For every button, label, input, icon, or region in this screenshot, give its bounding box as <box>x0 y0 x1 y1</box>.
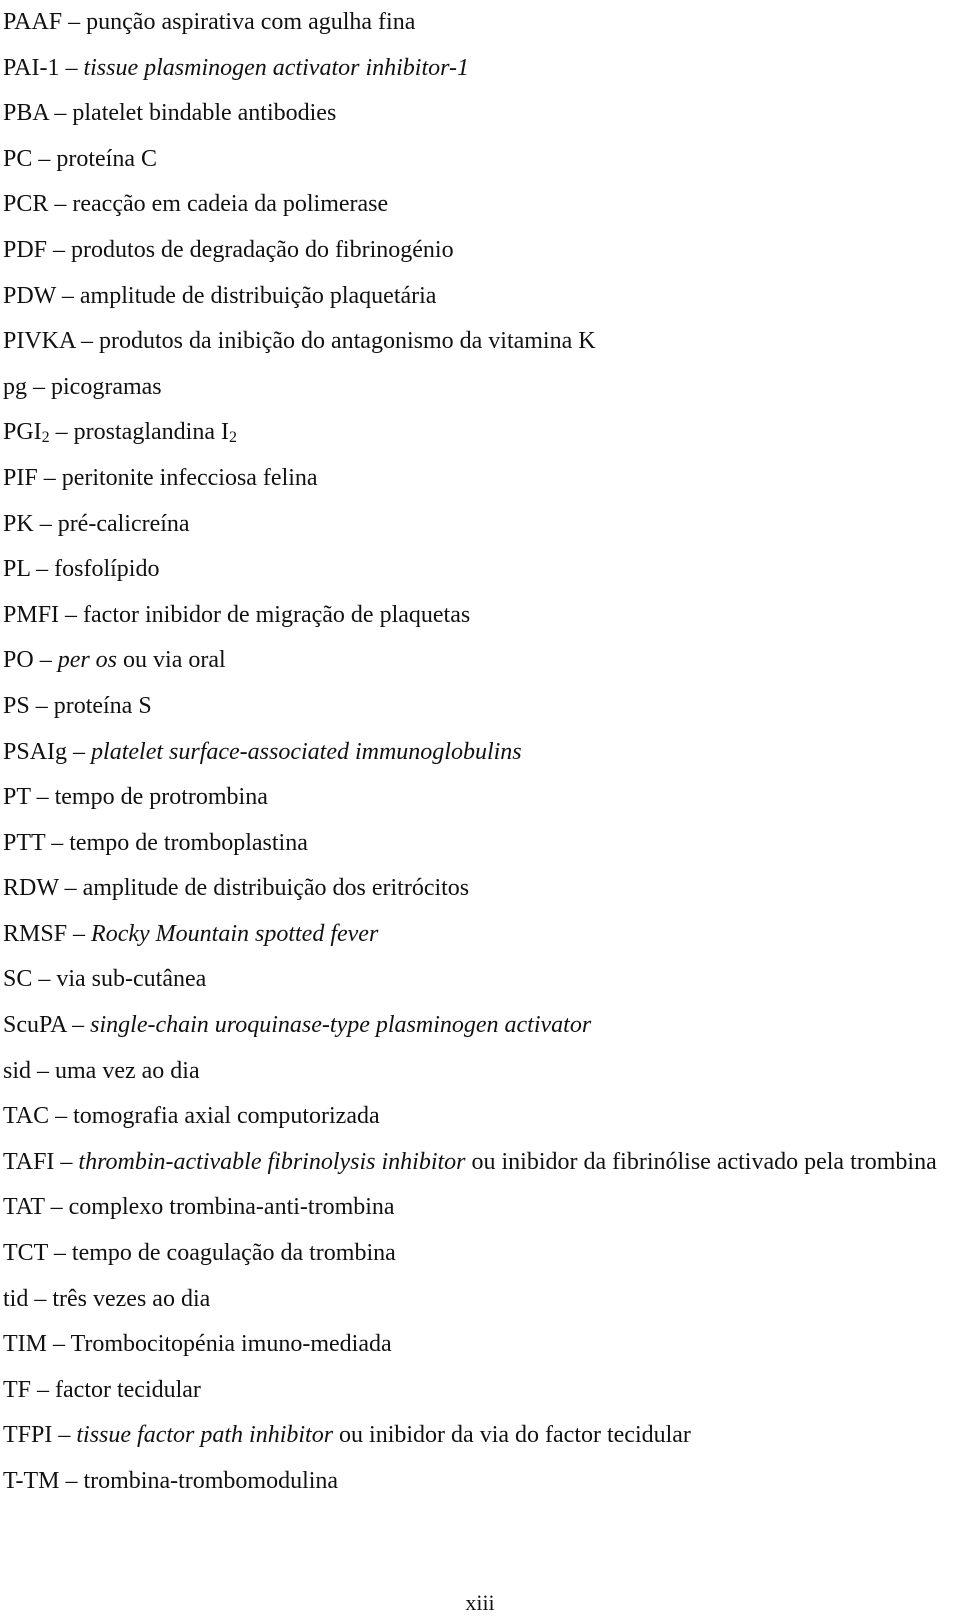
abbreviation-term: PDW <box>3 282 56 309</box>
definition-text: platelet bindable antibodies <box>72 100 337 127</box>
abbreviation-definition <box>54 693 152 719</box>
abbreviation-definition <box>72 1240 396 1266</box>
abbreviation-definition <box>78 1149 936 1175</box>
abbreviation-term: PBA <box>3 100 49 127</box>
abbreviation-term: pg <box>3 373 27 400</box>
abbreviation-entry <box>3 0 955 46</box>
abbreviation-definition <box>72 100 336 126</box>
abbreviation-term: TAT <box>3 1194 45 1221</box>
entry-separator: – <box>29 692 54 719</box>
abbreviation-term: PMFI <box>3 601 60 628</box>
abbreviation-entry <box>3 456 955 502</box>
entry-separator: – <box>32 145 57 172</box>
abbreviation-definition <box>56 966 206 992</box>
definition-subscript: 2 <box>228 429 237 447</box>
entry-separator: – <box>59 601 84 628</box>
abbreviation-entry <box>3 46 955 92</box>
abbreviation-term: PK <box>3 510 34 537</box>
abbreviation-entry <box>3 1049 955 1095</box>
abbreviation-entry <box>3 182 955 228</box>
definition-text: picogramas <box>51 373 162 400</box>
definition-text: proteína C <box>56 145 157 172</box>
abbreviation-entry <box>3 866 955 912</box>
entry-separator: – <box>48 191 73 218</box>
definition-text: produtos da inibição do antagonismo da vitamina K <box>99 328 596 355</box>
abbreviation-entry <box>3 730 955 776</box>
abbreviation-term: PSAIg <box>3 738 68 765</box>
abbreviation-definition <box>71 1331 392 1357</box>
definition-italic-text: Rocky Mountain spotted fever <box>91 920 379 947</box>
abbreviation-definition <box>58 647 226 673</box>
abbreviation-term: TF <box>3 1376 32 1403</box>
entry-separator: – <box>52 1422 77 1449</box>
abbreviation-term: PAAF <box>3 9 63 35</box>
abbreviation-definition <box>86 9 415 35</box>
abbreviation-definition <box>83 55 469 81</box>
abbreviation-definition <box>73 1103 380 1129</box>
definition-text: ou via oral <box>117 647 226 674</box>
definition-text: punção aspirativa com agulha fina <box>86 9 416 35</box>
entry-separator: – <box>31 1376 56 1403</box>
definition-text: factor tecidular <box>55 1376 201 1403</box>
abbreviation-entry <box>3 1185 955 1231</box>
abbreviation-definition <box>52 1286 210 1312</box>
definition-text: trombina-trombomodulina <box>83 1468 339 1494</box>
entry-separator: – <box>28 1285 53 1312</box>
abbreviation-definition <box>83 1468 338 1494</box>
abbreviation-term: PC <box>3 145 33 172</box>
abbreviation-entry <box>3 1003 955 1049</box>
abbreviation-entry <box>3 957 955 1003</box>
definition-text: ou inibidor da fibrinólise activado pela trombina <box>465 1148 937 1175</box>
abbreviation-term: TIM <box>3 1331 47 1358</box>
definition-text: factor inibidor de migração de plaquetas <box>83 601 471 628</box>
entry-separator: – <box>75 328 100 355</box>
abbreviation-entry <box>3 912 955 958</box>
abbreviation-definition <box>90 1012 591 1038</box>
abbreviation-definition <box>55 1377 201 1403</box>
definition-text: amplitude de distribuição dos eritrócitos <box>82 875 470 902</box>
entry-separator: – <box>30 784 55 811</box>
abbreviation-definition <box>69 1194 395 1220</box>
abbreviation-entry <box>3 137 955 183</box>
definition-text: Trombocitopénia imuno-mediada <box>70 1331 392 1358</box>
abbreviation-term: PDF <box>3 236 48 263</box>
abbreviation-term: PT <box>3 784 31 811</box>
abbreviation-definition <box>51 374 162 400</box>
abbreviation-term: PGI <box>3 419 42 446</box>
abbreviation-definition <box>56 146 157 172</box>
abbreviation-entry <box>3 684 955 730</box>
definition-italic-text: single-chain uroquinase-type plasminogen activator <box>90 1012 592 1039</box>
definition-italic-text: thrombin-activable fibrinolysis inhibitor <box>78 1148 466 1175</box>
abbreviation-term: TCT <box>3 1240 48 1267</box>
entry-separator: – <box>67 738 92 765</box>
abbreviation-entry <box>3 410 955 456</box>
entry-separator: – <box>30 556 55 583</box>
abbreviation-entry <box>3 274 955 320</box>
entry-separator: – <box>32 966 57 993</box>
abbreviation-term: tid <box>3 1285 29 1312</box>
definition-text: três vezes ao dia <box>52 1285 211 1312</box>
definition-text: peritonite infecciosa felina <box>61 464 318 491</box>
abbreviation-entry <box>3 502 955 548</box>
definition-italic-text: tissue plasminogen activator inhibitor-1 <box>83 54 469 81</box>
entry-separator: – <box>45 829 70 856</box>
entry-separator: – <box>48 100 73 127</box>
abbreviation-definition <box>91 921 378 947</box>
definition-text: prostaglandina I <box>73 419 229 446</box>
definition-italic-text: per os <box>57 647 118 674</box>
entry-separator: – <box>59 54 84 81</box>
entry-separator: – <box>37 464 62 491</box>
entry-separator: – <box>47 236 72 263</box>
entry-separator: – <box>49 1103 74 1130</box>
definition-italic-text: platelet surface-associated immunoglobulins <box>91 738 522 765</box>
entry-separator: – <box>59 1468 84 1494</box>
definition-text: complexo trombina-anti-trombina <box>68 1194 395 1221</box>
abbreviation-term: RMSF <box>3 920 68 947</box>
abbreviation-entry <box>3 593 955 639</box>
abbreviation-entry <box>3 1094 955 1140</box>
definition-italic-text: tissue factor path inhibitor <box>76 1422 334 1449</box>
definition-text: via sub-cutânea <box>56 966 207 993</box>
abbreviation-definition <box>54 556 159 582</box>
abbreviation-term: T-TM <box>3 1468 60 1494</box>
definition-text: amplitude de distribuição plaquetária <box>79 282 437 309</box>
entry-separator: – <box>54 1148 79 1175</box>
abbreviation-list <box>3 0 955 1505</box>
definition-text: tomografia axial computorizada <box>73 1103 380 1130</box>
abbreviation-entry <box>3 365 955 411</box>
abbreviation-entry <box>3 91 955 137</box>
abbreviation-term: PO <box>3 647 34 674</box>
abbreviation-entry <box>3 775 955 821</box>
abbreviation-definition <box>72 191 388 217</box>
entry-separator: – <box>49 419 74 446</box>
abbreviation-term: TAC <box>3 1103 50 1130</box>
entry-separator: – <box>33 510 58 537</box>
abbreviation-term: RDW <box>3 875 59 902</box>
abbreviation-entry <box>3 1231 955 1277</box>
abbreviation-term: PIF <box>3 464 38 491</box>
abbreviation-definition <box>80 283 437 309</box>
abbreviation-entry <box>3 1140 955 1186</box>
abbreviation-term: PS <box>3 692 30 719</box>
entry-separator: – <box>44 1194 69 1221</box>
abbreviation-entry <box>3 1277 955 1323</box>
entry-separator: – <box>27 373 51 400</box>
abbreviation-entry <box>3 547 955 593</box>
entry-separator: – <box>62 9 87 35</box>
abbreviation-term: PIVKA <box>3 328 76 355</box>
abbreviation-entry <box>3 319 955 365</box>
abbreviation-term: ScuPA <box>3 1012 67 1039</box>
entry-separator: – <box>55 282 80 309</box>
definition-text: proteína S <box>53 692 152 719</box>
abbreviation-definition <box>69 830 308 856</box>
abbreviation-entry <box>3 1413 955 1459</box>
abbreviation-definition <box>76 1422 691 1448</box>
entry-separator: – <box>33 647 58 674</box>
entry-separator: – <box>66 1012 91 1039</box>
entry-separator: – <box>47 1240 72 1267</box>
definition-text: tempo de protrombina <box>54 784 268 811</box>
definition-text: pré-calicreína <box>57 510 190 537</box>
entry-separator: – <box>58 875 83 902</box>
abbreviation-definition <box>83 875 470 901</box>
abbreviation-entry <box>3 1322 955 1368</box>
definition-text: tempo de coagulação da trombina <box>71 1240 396 1267</box>
abbreviation-definition <box>55 784 268 810</box>
abbreviation-definition <box>99 328 596 354</box>
abbreviation-term: SC <box>3 966 33 993</box>
abbreviation-term: PTT <box>3 829 46 856</box>
abbreviation-definition <box>71 237 454 263</box>
definition-text: produtos de degradação do fibrinogénio <box>71 236 454 263</box>
abbreviation-entry <box>3 638 955 684</box>
abbreviation-definition <box>55 1058 200 1084</box>
abbreviation-term: TFPI <box>3 1422 53 1449</box>
definition-text: ou inibidor da via do factor tecidular <box>333 1422 691 1449</box>
entry-separator: – <box>67 920 92 947</box>
definition-text: reacção em cadeia da polimerase <box>72 191 389 218</box>
definition-text: uma vez ao dia <box>55 1057 200 1084</box>
abbreviation-entry <box>3 1368 955 1414</box>
abbreviation-term-subscript: 2 <box>41 429 50 447</box>
abbreviation-term: sid <box>3 1057 32 1084</box>
abbreviation-definition <box>91 739 522 765</box>
abbreviation-definition <box>58 511 190 537</box>
abbreviation-entry <box>3 821 955 867</box>
entry-separator: – <box>31 1057 56 1084</box>
abbreviation-definition <box>62 465 318 491</box>
abbreviation-definition <box>83 602 470 628</box>
abbreviation-term: PL <box>3 556 31 583</box>
abbreviation-definition <box>74 419 237 445</box>
definition-text: fosfolípido <box>54 556 160 583</box>
definition-text: tempo de tromboplastina <box>69 829 308 856</box>
abbreviation-term: PCR <box>3 191 49 218</box>
abbreviation-entry <box>3 228 955 274</box>
abbreviation-term: PAI-1 <box>3 54 60 81</box>
entry-separator: – <box>47 1331 71 1358</box>
page-number: xiii <box>465 1590 495 1615</box>
abbreviation-term: TAFI <box>3 1148 55 1175</box>
abbreviation-entry <box>3 1459 955 1505</box>
